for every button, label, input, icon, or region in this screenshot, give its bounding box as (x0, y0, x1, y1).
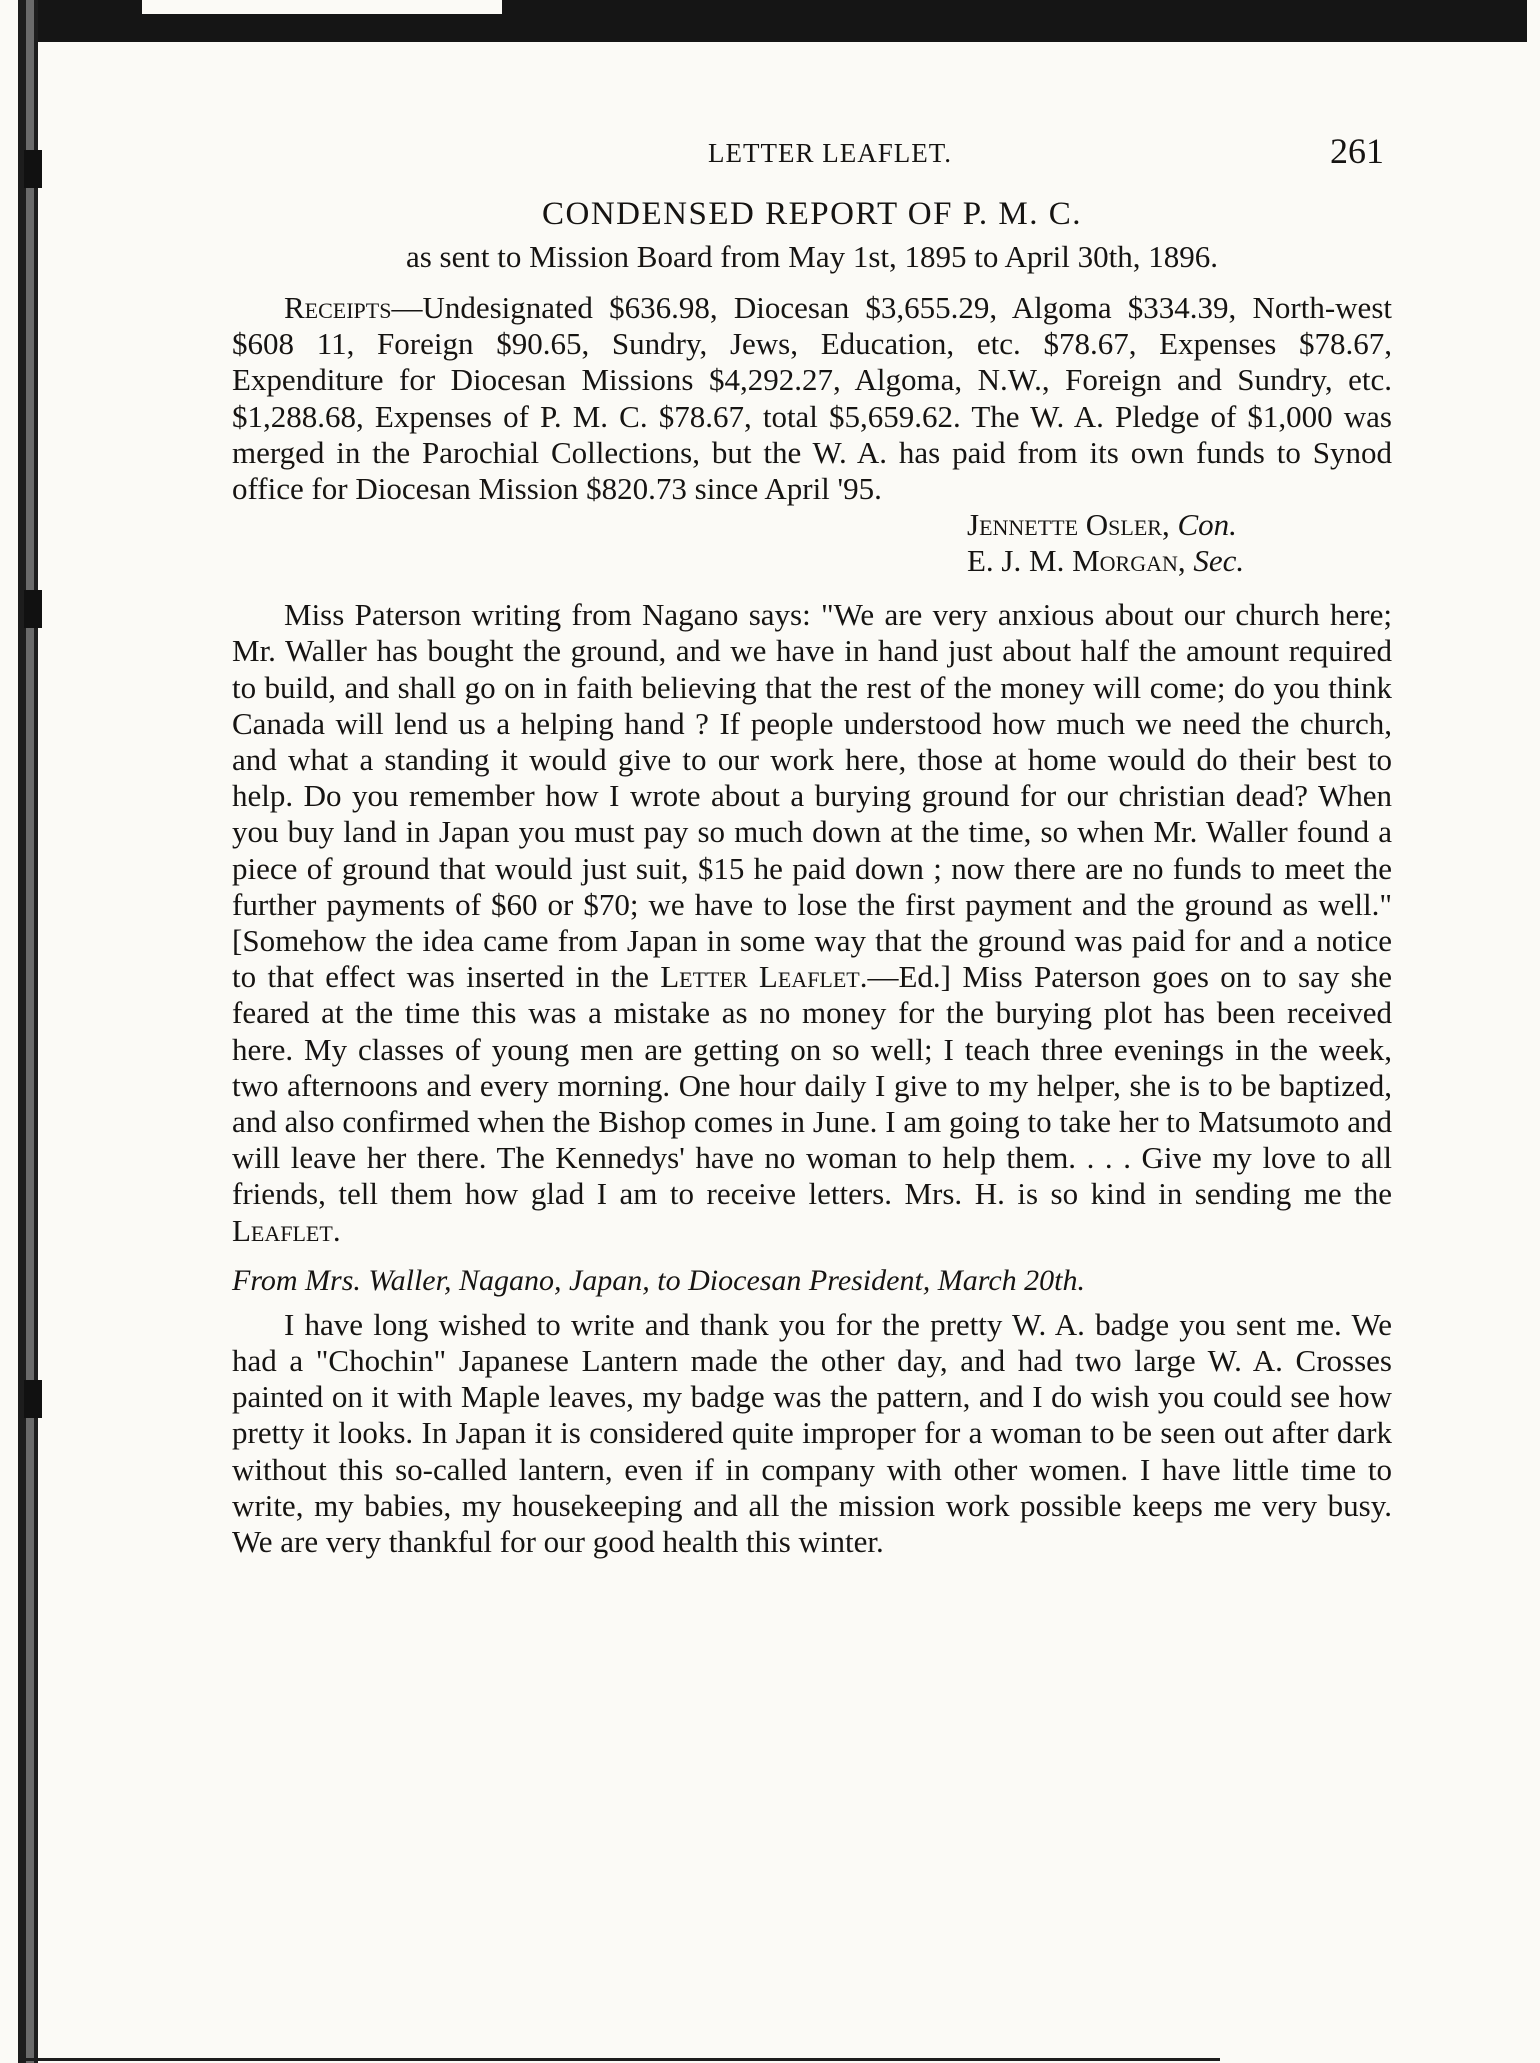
binding-mark (24, 590, 42, 628)
receipts-label: Receipts (284, 290, 392, 325)
report-subtitle: as sent to Mission Board from May 1st, 1895 to April 30th, 1896. (405, 239, 1218, 274)
scan-top-border (22, 0, 1527, 42)
binding-mark (24, 150, 42, 188)
signature-role: Con. (1177, 507, 1237, 543)
signature-block (232, 507, 1392, 579)
letter-leaflet-reference: Letter Leaflet (660, 959, 860, 995)
binding-mark (24, 1380, 42, 1418)
running-header-title: LETTER LEAFLET. (708, 138, 952, 168)
signature-line (232, 507, 1392, 543)
waller-letter-heading: From Mrs. Waller, Nagano, Japan, to Diocesan President, March 20th. (232, 1263, 1085, 1297)
leaflet-reference: Leaflet (232, 1212, 333, 1248)
scan-left-border-shade (26, 0, 34, 2063)
document-page (232, 130, 1392, 1560)
paterson-letter-text-b: Miss Paterson goes on to say she feared at the time this was a mistake as no money for the burying plot has been received here. My classes of young men are getting on so well; I teach three evenings in the week, two afternoons and every morning. One hour daily I give to my helper, she is to be baptized, and also confirmed when the Bishop comes in June. I am going to take her to Matsumoto and will leave her there. The Kennedys' have no woman to help them. . . . Give my love to all friends, tell them how glad I am to receive letters. Mrs. H. is so kind in sending me the (232, 959, 1392, 1212)
signature-name: Jennette Osler, (967, 507, 1170, 543)
report-title: CONDENSED REPORT OF P. M. C. (541, 196, 1082, 232)
receipts-paragraph (232, 290, 1392, 507)
editor-note: .—Ed.] (859, 959, 952, 995)
scan-border-notch (142, 0, 502, 14)
paterson-letter-paragraph (232, 597, 1392, 1249)
waller-letter-paragraph: I have long wished to write and thank you for the pretty W. A. badge you sent me. We had a "Chochin" Japanese Lantern made the other day, and had two large W. A. Crosses painted on it with Maple leaves, my badge was the pattern, and I do wish you could see how pretty it looks. In Japan it is considered quite improper for a woman to be seen out after dark without this so-called lantern, even if in company with other women. I have little time to write, my babies, my housekeeping and all the mission work possible keeps me very busy. We are very thankful for our good health this winter. (232, 1306, 1392, 1560)
page-number: 261 (1330, 131, 1384, 171)
running-header (232, 130, 1392, 178)
signature-line (232, 543, 1392, 579)
paterson-letter-text-a: Miss Paterson writing from Nagano says: "We are very anxious about our church here; Mr. Waller has bought the ground, and we have in hand just about half the amount required to build, and shall go on in faith believing that the rest of the money will come; do you think Canada will lend us a helping hand ? If people understood how much we need the church, and what a standing it would give to our work here, those at home would do their best to help. Do you remember how I wrote about a burying ground for our christian dead? When you buy land in Japan you must pay so much down at the time, so when Mr. Waller found a piece of ground that would just suit, $15 he paid down ; now there are no funds to meet the further payments of $60 or $70; we have to lose the first payment and the ground as well." [Somehow the idea came from Japan in some way that the ground was paid for and a notice to that effect was inserted in the (232, 597, 1392, 995)
scan-bottom-border (20, 2058, 1220, 2061)
receipts-text: —Undesignated $636.98, Diocesan $3,655.29, Algoma $334.39, North-west $608 11, Foreign $90.65, Sundry, Jews, Education, etc. $78.67, Expenses $78.67, Expenditure for Diocesan Missions $4,292.27, Algoma, N.W., Foreign and Sundry, etc. $1,288.68, Expenses of P. M. C. $78.67, total $5,659.62. The W. A. Pledge of $1,000 was merged in the Parochial Collections, but the W. A. has paid from its own funds to Synod office for Diocesan Mission $820.73 since April '95. (232, 290, 1392, 507)
signature-role: Sec. (1193, 543, 1245, 579)
signature-name: E. J. M. Morgan, (967, 543, 1186, 579)
paterson-letter-end: . (332, 1212, 341, 1248)
